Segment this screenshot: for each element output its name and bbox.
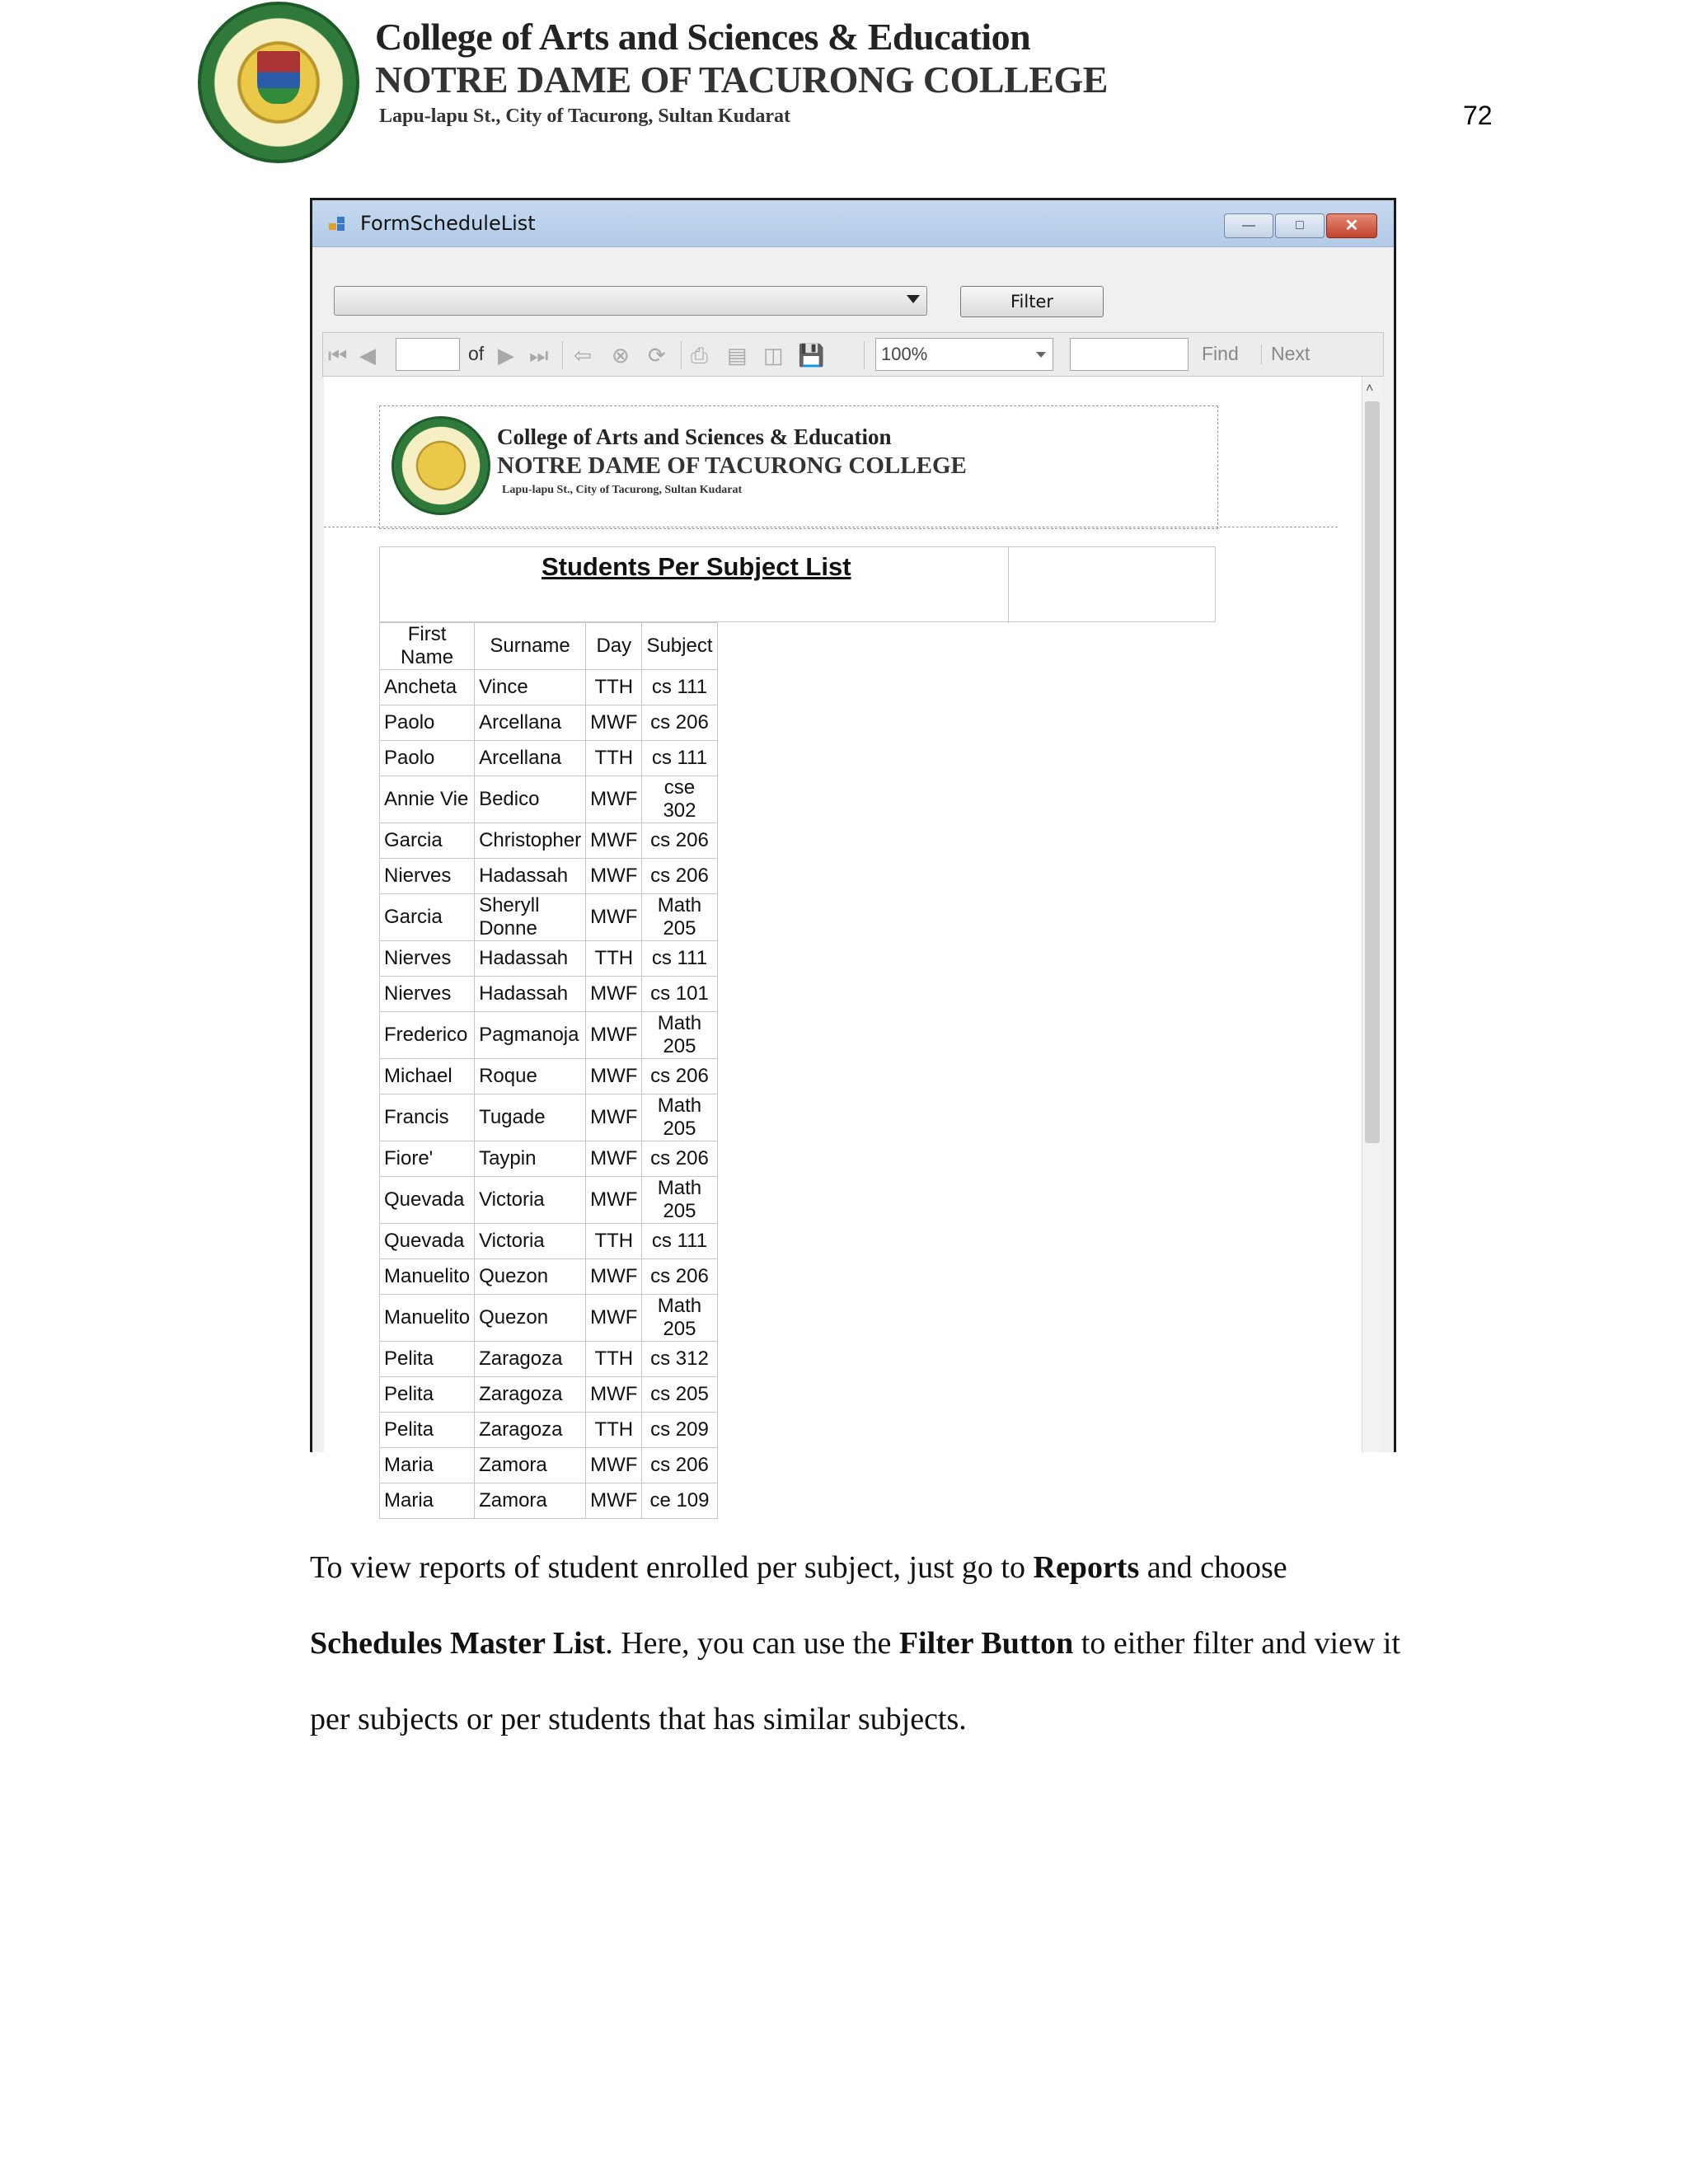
cell-day: MWF — [586, 1295, 642, 1342]
cell-surname: Vince — [475, 670, 586, 705]
table-row — [380, 1012, 718, 1059]
app-icon — [329, 217, 347, 232]
column-header-first-name: First Name — [380, 623, 475, 670]
cell-day: TTH — [586, 1413, 642, 1448]
cell-subject: cs 312 — [642, 1342, 717, 1377]
cell-surname: Roque — [475, 1059, 586, 1094]
cell-subject: Math 205 — [642, 1012, 717, 1059]
cell-day: MWF — [586, 705, 642, 741]
cell-first-name: Fiore' — [380, 1141, 475, 1177]
cell-first-name: Pelita — [380, 1342, 475, 1377]
cell-subject: cs 111 — [642, 941, 717, 977]
cell-surname: Victoria — [475, 1224, 586, 1259]
cell-first-name: Manuelito — [380, 1259, 475, 1295]
cell-surname: Christopher — [475, 823, 586, 859]
toolbar-separator — [864, 341, 865, 369]
cell-day: MWF — [586, 859, 642, 894]
cell-subject: cs 206 — [642, 1448, 717, 1483]
page-header — [198, 0, 1108, 165]
text: to either filter and view it — [1073, 1626, 1401, 1661]
cell-subject: cs 111 — [642, 1224, 717, 1259]
minimize-button[interactable]: — — [1224, 213, 1273, 238]
cell-surname: Hadassah — [475, 941, 586, 977]
cell-first-name: Pelita — [380, 1413, 475, 1448]
header-address: Lapu-lapu St., City of Tacurong, Sultan Kudarat — [379, 105, 791, 127]
cell-surname: Hadassah — [475, 977, 586, 1012]
cell-first-name: Paolo — [380, 741, 475, 776]
cell-subject: cs 111 — [642, 670, 717, 705]
table-row — [380, 1342, 718, 1377]
page-number: 72 — [1463, 101, 1493, 130]
export-icon[interactable]: 💾 — [798, 343, 825, 368]
cell-day: TTH — [586, 1224, 642, 1259]
cell-first-name: Annie Vie — [380, 776, 475, 823]
cell-subject: cs 206 — [642, 859, 717, 894]
cell-day: MWF — [586, 1012, 642, 1059]
toolbar-separator — [562, 341, 563, 369]
table-row — [380, 1448, 718, 1483]
title-cell-divider — [1008, 547, 1009, 623]
vertical-scrollbar[interactable] — [1362, 377, 1382, 1452]
report-viewer — [324, 377, 1382, 1511]
table-row — [380, 894, 718, 941]
college-seal-logo — [198, 2, 359, 163]
cell-first-name: Francis — [380, 1094, 475, 1141]
cell-day: MWF — [586, 823, 642, 859]
cell-day: MWF — [586, 894, 642, 941]
cell-first-name: Manuelito — [380, 1295, 475, 1342]
cell-day: MWF — [586, 1483, 642, 1519]
table-row — [380, 1377, 718, 1413]
paragraph-line-1 — [310, 1549, 1287, 1586]
cell-subject: Math 205 — [642, 1177, 717, 1224]
report-title: Students Per Subject List — [542, 552, 851, 581]
cell-subject: cs 101 — [642, 977, 717, 1012]
cell-surname: Arcellana — [475, 741, 586, 776]
cell-subject: Math 205 — [642, 1094, 717, 1141]
table-row — [380, 1141, 718, 1177]
cell-surname: Zamora — [475, 1483, 586, 1519]
cell-first-name: Nierves — [380, 859, 475, 894]
print-layout-icon[interactable]: ▤ — [727, 343, 748, 368]
cell-day: MWF — [586, 1377, 642, 1413]
page-setup-icon[interactable]: ◫ — [763, 343, 784, 368]
schedules-master-list-keyword: Schedules Master List — [310, 1626, 606, 1661]
table-row — [380, 1295, 718, 1342]
cell-surname: Pagmanoja — [475, 1012, 586, 1059]
cell-first-name: Paolo — [380, 705, 475, 741]
report-header — [379, 405, 1218, 529]
cell-day: MWF — [586, 977, 642, 1012]
table-row — [380, 1259, 718, 1295]
next-page-icon[interactable]: ▶ — [498, 343, 514, 368]
table-row — [380, 1177, 718, 1224]
paragraph-line-2 — [310, 1625, 1400, 1661]
cell-day: TTH — [586, 941, 642, 977]
cell-subject: cs 206 — [642, 1059, 717, 1094]
report-header-address: Lapu-lapu St., City of Tacurong, Sultan Kudarat — [502, 484, 743, 496]
header-college-name: NOTRE DAME OF TACURONG COLLEGE — [375, 59, 1108, 101]
maximize-button[interactable]: □ — [1275, 213, 1325, 238]
window-title: FormScheduleList — [360, 212, 536, 235]
cell-subject: cs 206 — [642, 823, 717, 859]
form-schedule-list-window — [310, 198, 1396, 1511]
cell-day: TTH — [586, 1342, 642, 1377]
cell-first-name: Ancheta — [380, 670, 475, 705]
filter-button-keyword: Filter Button — [898, 1626, 1074, 1661]
cell-subject: cs 206 — [642, 1141, 717, 1177]
table-row — [380, 705, 718, 741]
cell-surname: Hadassah — [475, 859, 586, 894]
cell-surname: Tugade — [475, 1094, 586, 1141]
column-header-surname: Surname — [475, 623, 586, 670]
report-header-college: NOTRE DAME OF TACURONG COLLEGE — [497, 452, 967, 479]
cell-subject: Math 205 — [642, 1295, 717, 1342]
cell-subject: cs 205 — [642, 1377, 717, 1413]
cell-first-name: Pelita — [380, 1377, 475, 1413]
paragraph-line-3: per subjects or per students that has similar subjects. — [310, 1702, 967, 1736]
cell-subject: cse 302 — [642, 776, 717, 823]
cell-first-name: Garcia — [380, 823, 475, 859]
cell-subject: ce 109 — [642, 1483, 717, 1519]
report-viewer-toolbar — [322, 332, 1384, 377]
cell-first-name: Garcia — [380, 894, 475, 941]
cell-day: MWF — [586, 1059, 642, 1094]
cell-first-name: Nierves — [380, 941, 475, 977]
table-row — [380, 1483, 718, 1519]
cell-first-name: Maria — [380, 1483, 475, 1519]
back-icon[interactable]: ⇦ — [574, 343, 592, 368]
last-page-icon[interactable]: ⏭ — [529, 343, 549, 368]
cell-first-name: Quevada — [380, 1224, 475, 1259]
reports-keyword: Reports — [1033, 1550, 1140, 1585]
table-row — [380, 941, 718, 977]
cell-day: TTH — [586, 741, 642, 776]
cell-surname: Victoria — [475, 1177, 586, 1224]
page-of-label: of — [468, 343, 485, 364]
zoom-value: 100% — [881, 344, 928, 364]
table-row — [380, 1224, 718, 1259]
text: . Here, you can use the — [605, 1626, 899, 1661]
close-button[interactable]: ✕ — [1326, 213, 1377, 238]
page-number-input[interactable] — [396, 338, 460, 371]
cell-surname: Bedico — [475, 776, 586, 823]
cell-subject: Math 205 — [642, 894, 717, 941]
filter-button[interactable]: Filter — [960, 286, 1104, 317]
cell-subject: cs 209 — [642, 1413, 717, 1448]
table-header-row — [380, 623, 718, 670]
report-seal-logo — [392, 416, 490, 515]
cell-surname: Sheryll Donne — [475, 894, 586, 941]
prev-page-icon[interactable]: ◀ — [359, 343, 376, 368]
table-row — [380, 977, 718, 1012]
cell-surname: Zamora — [475, 1448, 586, 1483]
table-body — [380, 670, 718, 1519]
table-row — [380, 823, 718, 859]
table-row — [380, 670, 718, 705]
table-row — [380, 1059, 718, 1094]
toolbar-separator — [681, 341, 682, 369]
text: and choose — [1139, 1550, 1287, 1585]
cell-subject: cs 111 — [642, 741, 717, 776]
filter-combobox[interactable] — [334, 286, 927, 316]
cell-subject: cs 206 — [642, 705, 717, 741]
chevron-down-icon[interactable] — [1036, 352, 1046, 358]
column-header-day: Day — [586, 623, 642, 670]
window-titlebar — [312, 200, 1394, 247]
scroll-up-icon[interactable]: ˄ — [1366, 382, 1374, 396]
find-next-link[interactable]: Next — [1271, 343, 1311, 364]
cell-surname: Zaragoza — [475, 1377, 586, 1413]
table-row — [380, 1413, 718, 1448]
cell-day: MWF — [586, 1448, 642, 1483]
chevron-down-icon[interactable] — [907, 295, 920, 303]
refresh-icon[interactable]: ⟳ — [648, 343, 666, 368]
cell-day: MWF — [586, 776, 642, 823]
cell-day: MWF — [586, 1094, 642, 1141]
header-college-dept: College of Arts and Sciences & Education — [375, 16, 1031, 58]
cell-first-name: Quevada — [380, 1177, 475, 1224]
cell-surname: Taypin — [475, 1141, 586, 1177]
scrollbar-thumb[interactable] — [1365, 401, 1380, 1143]
find-link[interactable]: Find — [1202, 343, 1239, 364]
table-row — [380, 741, 718, 776]
table-row — [380, 859, 718, 894]
cell-first-name: Michael — [380, 1059, 475, 1094]
report-header-dept: College of Arts and Sciences & Education — [497, 424, 892, 449]
table-row — [380, 776, 718, 823]
cell-subject: cs 206 — [642, 1259, 717, 1295]
cell-surname: Zaragoza — [475, 1413, 586, 1448]
students-table — [379, 622, 718, 1519]
find-input[interactable] — [1070, 338, 1189, 371]
filter-bar — [322, 248, 1384, 322]
cell-surname: Quezon — [475, 1259, 586, 1295]
toolbar-separator — [1261, 344, 1262, 364]
cell-surname: Zaragoza — [475, 1342, 586, 1377]
first-page-icon[interactable]: ⏮ — [328, 343, 348, 368]
cell-day: MWF — [586, 1141, 642, 1177]
text: To view reports of student enrolled per subject, just go to — [310, 1550, 1034, 1585]
stop-icon[interactable]: ⊗ — [612, 343, 630, 368]
table-row — [380, 1094, 718, 1141]
report-title-cell — [379, 546, 1216, 622]
column-header-subject: Subject — [642, 623, 717, 670]
cell-day: MWF — [586, 1177, 642, 1224]
cell-day: TTH — [586, 670, 642, 705]
cell-day: MWF — [586, 1259, 642, 1295]
print-icon[interactable]: ⎙ — [691, 343, 708, 368]
cell-surname: Quezon — [475, 1295, 586, 1342]
cell-first-name: Nierves — [380, 977, 475, 1012]
cell-surname: Arcellana — [475, 705, 586, 741]
cell-first-name: Frederico — [380, 1012, 475, 1059]
cell-first-name: Maria — [380, 1448, 475, 1483]
zoom-select[interactable] — [875, 338, 1053, 371]
